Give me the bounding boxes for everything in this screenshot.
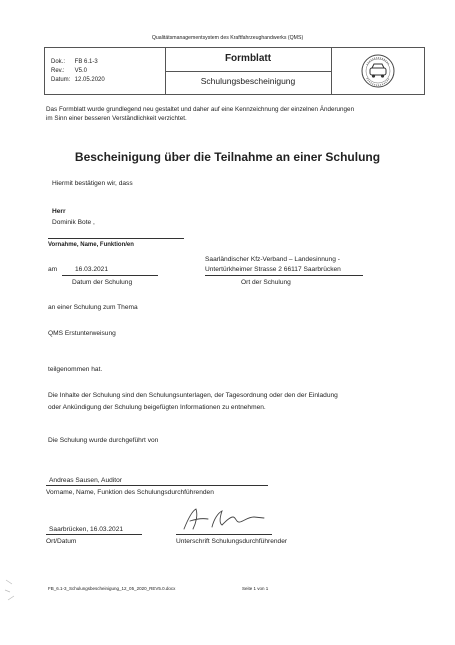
topic-intro: an einer Schulung zum Thema [48, 304, 138, 311]
participant-caption: Vornahme, Name, Funktion/en [48, 242, 134, 248]
header-divider [165, 71, 331, 72]
qms-header: Qualitätsmanagementsystem des Kraftfahrzeughandwerks (QMS) [151, 35, 304, 41]
participant-name: Dominik Bote , [52, 219, 95, 226]
am-label: am [48, 266, 58, 273]
footer-filename: FB_6.1-3_Schulungsbescheinigung_12_05_2020_REV5.0.docx [48, 586, 176, 591]
notice-line-1: Das Formblatt wurde grundlegend neu gestaltet und daher auf eine Kennzeichnung der einzelnen Änderungen [46, 106, 355, 113]
form-header-box [44, 47, 425, 95]
place-date-underline [46, 534, 142, 535]
content-line-2: oder Ankündigung der Schulung beigefügten Informationen zu entnehmen. [48, 404, 266, 411]
main-heading: Bescheinigung über die Teilnahme an einer Schulung [74, 150, 381, 164]
training-date: 16.03.2021 [75, 266, 109, 273]
doc-meta-block [45, 48, 166, 94]
date-caption: Datum der Schulung [72, 279, 133, 286]
kfz-handwerk-seal-icon [360, 53, 396, 89]
form-title: Formblatt [224, 53, 272, 64]
notice-line-2: im Sinn einer besseren Verständlichkeit verzichtet. [46, 115, 187, 122]
trainer-caption: Vorname, Name, Funktion des Schulungsdurchführenden [46, 489, 214, 496]
organizer-underline [205, 275, 363, 276]
footer-page: Seite 1 von 1 [242, 586, 269, 591]
organizer-line-1: Saarländischer Kfz-Verband – Landesinnung - [205, 256, 340, 263]
training-topic: QMS Erstunterweisung [48, 330, 116, 337]
participated-text: teilgenommen hat. [48, 366, 103, 373]
place-date-caption: Ort/Datum [46, 538, 77, 545]
rev-value: V5.0 [74, 68, 88, 74]
datum-label: Datum: [51, 77, 71, 83]
participant-underline [48, 238, 184, 239]
seal-cell [331, 48, 425, 94]
handwritten-signature [178, 505, 268, 535]
date-underline [62, 275, 158, 276]
trainer-name: Andreas Sausen, Auditor [49, 477, 122, 484]
signature-caption: Unterschrift Schulungsdurchführender [176, 538, 288, 545]
content-line-1: Die Inhalte der Schulung sind den Schulungsunterlagen, der Tagesordnung oder den der Einladung [48, 392, 338, 399]
conducted-by-text: Die Schulung wurde durchgeführt von [48, 437, 159, 444]
trainer-underline [46, 485, 268, 486]
signature-underline [176, 534, 272, 535]
dok-value: FB 6.1-3 [74, 59, 98, 65]
organizer-line-2: Untertürkheimer Strasse 2 66117 Saarbrücken [205, 266, 341, 273]
scan-mark [2, 570, 22, 610]
rev-label: Rev.: [51, 68, 65, 74]
form-subtitle: Schulungsbescheinigung [200, 76, 296, 86]
dok-label: Dok.: [51, 59, 66, 65]
confirm-text: Hiermit bestätigen wir, dass [52, 180, 133, 187]
location-caption: Ort der Schulung [241, 279, 291, 286]
place-date: Saarbrücken, 16.03.2021 [49, 526, 124, 533]
datum-value: 12.05.2020 [74, 77, 105, 83]
salutation: Herr [52, 208, 66, 215]
